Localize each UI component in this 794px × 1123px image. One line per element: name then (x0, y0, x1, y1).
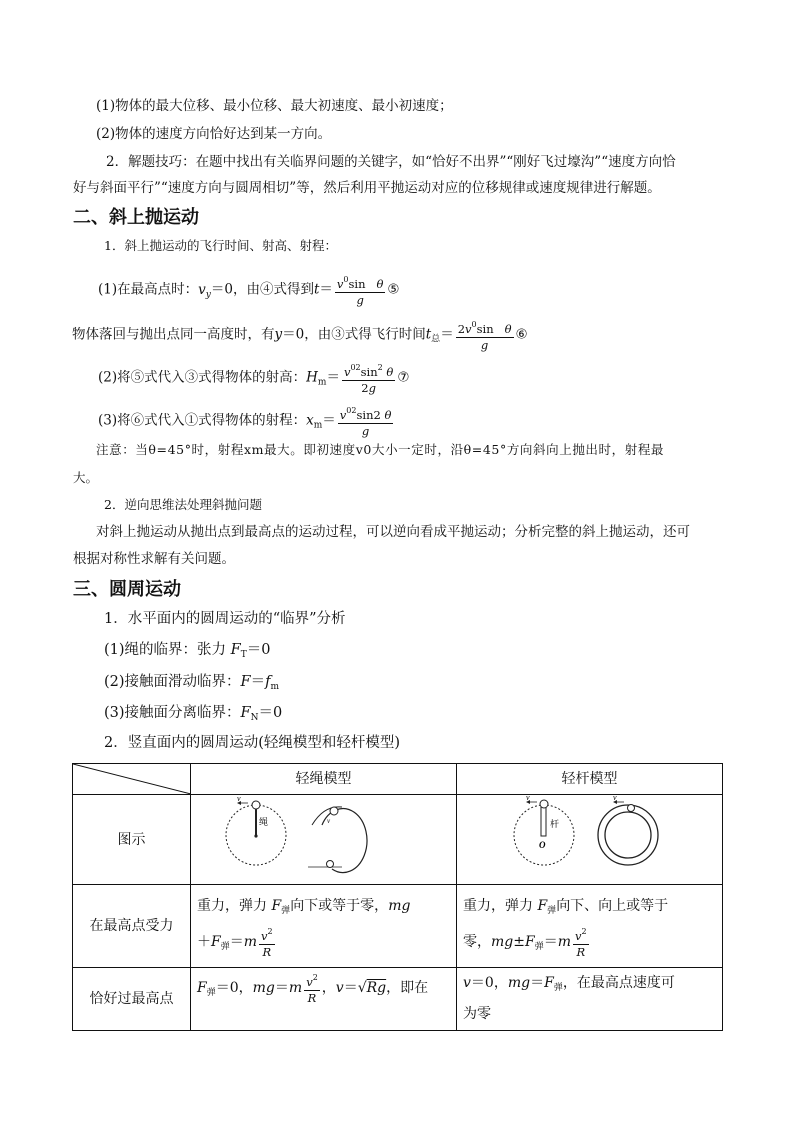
formula-line-8: (3)将⑥式代入①式得物体的射程：$x_m=$ $\frac{v^{02}\sin 2 \theta}{g}$ (98, 403, 395, 439)
formula-line-7: (2)将⑤式代入③式得物体的射高：$H_m=$ $\frac{v^{02}\sin^2 \theta}{2g}$ ⑦ (98, 360, 409, 396)
svg-text:v: v (326, 817, 330, 825)
svg-text:v: v (612, 795, 617, 802)
text-line: 根据对称性求解有关问题。 (73, 551, 235, 567)
rod-model-figure (457, 795, 723, 885)
svg-text:杆: 杆 (549, 820, 559, 830)
rod-min-cell: v＝0，$mg=F_弹$，在最高点速度可 为零 (457, 968, 723, 1031)
rod-force-cell: 重力，弹力 $F_弹$向下、向上或等于 零，$mg\pm F_弹=m$ $\frac{v^2}{R}$ (457, 885, 723, 968)
text-line: (2)物体的速度方向恰好达到某一方向。 (96, 126, 332, 142)
formula-line-5: (1)在最高点时：$v_y=0$，由④式得到t＝ $\frac{v^0\sin \theta}{g}$ ⑤ (98, 272, 399, 308)
table-row-label: 在最高点受力 (73, 885, 191, 968)
rope-force-cell: 重力，弹力 $F_弹$向下或等于零，mg $+F_弹=m$ $\frac{v^2}{R}$ (191, 885, 457, 968)
text-line: 1．斜上抛运动的飞行时间、射高、射程： (104, 238, 337, 253)
text-line: 1．水平面内的圆周运动的“临界”分析 (104, 611, 346, 627)
text-line: 2．竖直面内的圆周运动(轻绳模型和轻杆模型) (104, 735, 401, 751)
formula-line-6: 物体落回与抛出点同一高度时，有y＝0，由③式得飞行时间$t_总=$ $\frac{2v^0\sin \theta}{g}$ ⑥ (72, 317, 528, 353)
fraction: $\frac{v^2}{R}$ (573, 924, 589, 960)
text-line: 2．解题技巧：在题中找出有关临界问题的关键字，如“恰好不出界”“刚好飞过壕沟”“速度方向恰 (106, 154, 676, 170)
note-line: 大。 (73, 470, 99, 485)
table-header: 轻杆模型 (457, 764, 723, 795)
text-line: 好与斜面平行”“速度方向与圆周相切”等，然后利用平抛运动对应的位移规律或速度规律进行解题。 (73, 180, 661, 196)
text-line: (3)接触面分离临界：$F_N=0$ (104, 705, 283, 723)
rope-min-cell: $F_弹=0$，mg＝m $\frac{v^2}{R}$ ，v＝√Rg，即在 (191, 968, 457, 1031)
svg-text:O: O (538, 840, 545, 850)
table-row-label: 图示 (73, 795, 191, 885)
svg-text:v: v (525, 795, 530, 802)
comparison-table (72, 763, 723, 1031)
fraction: $\frac{2v^0\sin \theta}{g}$ (456, 317, 514, 353)
svg-text:v: v (236, 795, 241, 803)
text-line: (1)物体的最大位移、最小位移、最大初速度、最小初速度； (96, 98, 453, 114)
table-header: 轻绳模型 (191, 764, 457, 795)
note-line: 注意：当θ=45°时，射程xm最大。即初速度v0大小一定时，沿θ=45°方向斜向上抛出时，射程最 (96, 442, 665, 457)
fraction: $\frac{v^{02}\sin^2 \theta}{2g}$ (342, 360, 395, 396)
svg-text:绳: 绳 (258, 818, 268, 828)
rope-model-figure (191, 795, 457, 885)
fraction: $\frac{v^0\sin \theta}{g}$ (335, 272, 385, 308)
rope-model-diagram (224, 795, 424, 875)
section-heading: 三、圆周运动 (73, 579, 181, 600)
text-line: 2．逆向思维法处理斜抛问题 (104, 497, 262, 512)
fraction: $\frac{v^2}{R}$ (259, 924, 275, 960)
fraction: $\frac{v^{02}\sin 2 \theta}{g}$ (338, 403, 394, 439)
text-line: 对斜上抛运动从抛出点到最高点的运动过程，可以逆向看成平抛运动；分析完整的斜上抛运动，还可 (96, 524, 690, 540)
fraction: $\frac{v^2}{R}$ (304, 970, 320, 1006)
section-heading: 二、斜上抛运动 (73, 207, 199, 228)
table-corner-cell (73, 764, 191, 795)
text-line: (1)绳的临界：张力 $F_T=0$ (104, 642, 271, 660)
rod-model-diagram (490, 795, 690, 875)
table-row-label: 恰好过最高点 (73, 968, 191, 1031)
text-line: (2)接触面滑动临界：$F=f_m$ (104, 674, 280, 692)
diagonal-line (73, 764, 191, 794)
